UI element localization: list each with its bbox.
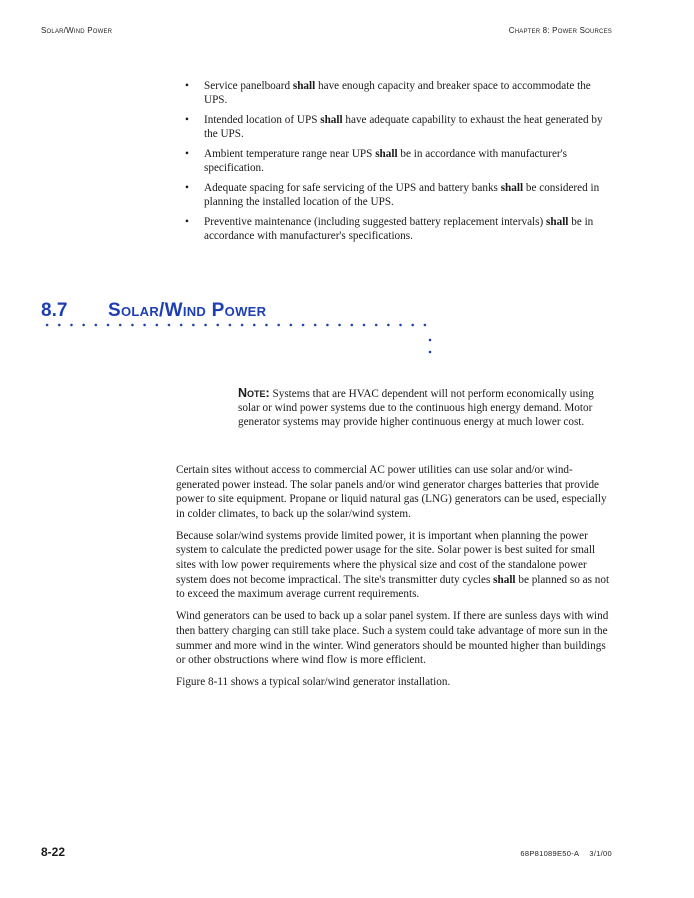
requirements-list (185, 79, 615, 249)
bullet-icon: • (185, 80, 189, 92)
document-number: 68P81089E50-A (520, 849, 580, 858)
paragraph: Figure 8-11 shows a typical solar/wind generator installation. (176, 676, 451, 689)
section-title: Solar/Wind Power (108, 300, 267, 321)
bullet-icon: • (185, 147, 189, 160)
section-dot-marker (427, 349, 433, 355)
document-date: 3/1/00 (589, 849, 612, 858)
note-label: Note: (238, 386, 270, 400)
bullet-icon: • (185, 215, 189, 228)
bullet-icon: • (185, 113, 189, 126)
header-chapter-name: Chapter 8: Power Sources (508, 26, 612, 35)
list-item: • Intended location of UPS shall have adequate capability to exhaust the heat generated by the UPS. (185, 113, 603, 141)
header-section-name: Solar/Wind Power (41, 26, 113, 35)
section-number: 8.7 (41, 300, 68, 321)
body-text (176, 463, 616, 697)
list-item: • Preventive maintenance (including suggested battery replacement intervals) shall be in accordance with manufacturer's specifications. (185, 215, 594, 242)
list-item: • Service panelboard shall have enough capacity and breaker space to accommodate the UPS. (185, 80, 591, 107)
paragraph: Certain sites without access to commercial AC power utilities can use solar and/or wind-generated power instead. The solar panels and/or wind generator charges batteries that provide power to site equipment. Propane or liquid natural gas (LNG) generators can be used, especially in colder climates, to back up the solar/wind system. (176, 464, 607, 520)
paragraph: Wind generators can be used to back up a solar panel system. If there are sunless days with wind then battery charging can still take place. Such a system could take advantage of more sun in the summer and more wind in the winter. Wind generators should be mounted higher than buildings or other obstructions where wind flow is more efficient. (176, 610, 609, 667)
list-item: • Adequate spacing for safe servicing of the UPS and battery banks shall be considered in planning the installed location of the UPS. (185, 181, 600, 208)
bullet-icon: • (185, 181, 189, 194)
list-item: • Ambient temperature range near UPS shall be in accordance with manufacturer's specification. (185, 147, 568, 175)
section-dot-marker (427, 337, 433, 343)
note-text: Systems that are HVAC dependent will not perform economically using solar or wind power systems due to the continuous high energy demand. Motor generator systems may provide higher continuous energy at much lower cost. (238, 388, 594, 429)
note-box (238, 386, 618, 430)
footer-doc-info (520, 849, 612, 858)
paragraph: Because solar/wind systems provide limited power, it is important when planning the power system to calculate the predicted power usage for the site. Solar power is best suited for small sites with low power requirements where the physical size and cost of the standalone power system does not become impractical. The site's transmitter duty cycles shall be planned so as not to exceed the maximum average current requirements. (176, 529, 610, 601)
page-number: 8-22 (41, 845, 66, 859)
section-dotted-rule (41, 322, 433, 328)
